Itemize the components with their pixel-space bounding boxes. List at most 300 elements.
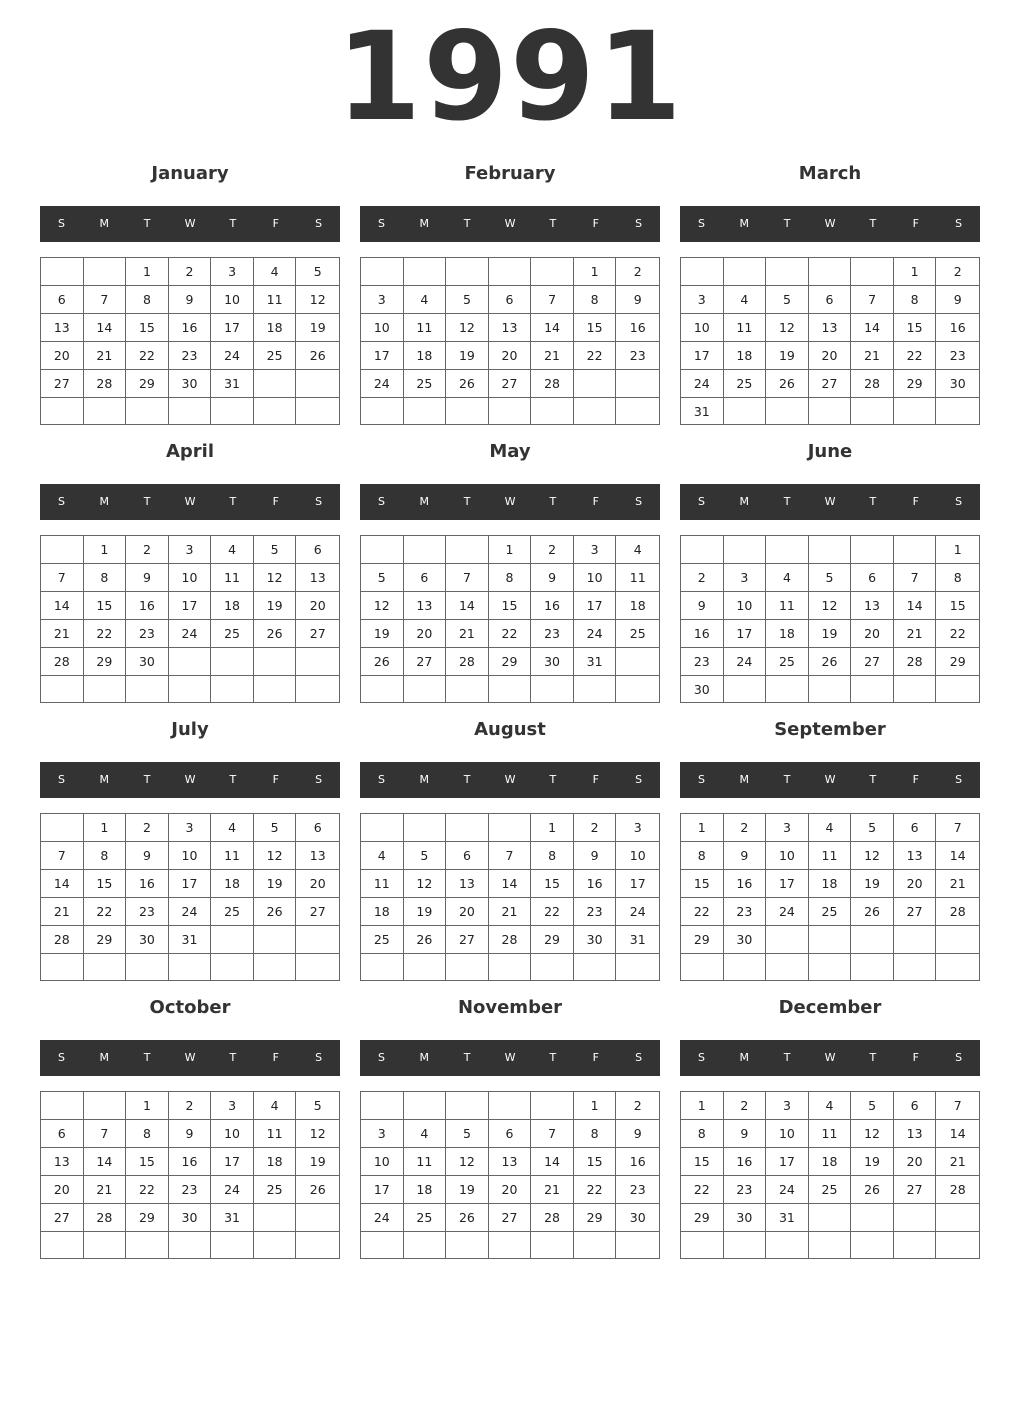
empty-cell <box>211 954 254 980</box>
day-cell: 15 <box>531 870 574 898</box>
month-september <box>680 716 980 986</box>
day-cell: 14 <box>851 314 894 342</box>
day-cell: 30 <box>169 370 212 398</box>
day-cell: 29 <box>681 926 724 954</box>
day-cell: 14 <box>446 592 489 620</box>
day-cell: 25 <box>404 1204 447 1232</box>
day-cell: 14 <box>489 870 532 898</box>
day-cell: 12 <box>296 286 339 314</box>
day-cell: 25 <box>254 342 297 370</box>
day-cell: 10 <box>766 842 809 870</box>
day-cell: 9 <box>169 286 212 314</box>
weekday-label: F <box>592 217 599 230</box>
day-cell: 16 <box>616 1148 659 1176</box>
day-cell: 31 <box>681 398 724 425</box>
empty-cell <box>361 1092 404 1120</box>
day-cell: 1 <box>531 814 574 842</box>
day-cell: 8 <box>84 842 127 870</box>
weekday-label: T <box>463 1051 471 1064</box>
weekday-label: W <box>184 495 196 508</box>
empty-cell <box>809 1232 852 1258</box>
day-grid <box>680 535 980 703</box>
day-cell: 4 <box>809 814 852 842</box>
day-cell: 20 <box>41 342 84 370</box>
day-cell: 6 <box>296 536 339 564</box>
empty-cell <box>894 1204 937 1232</box>
empty-cell <box>616 648 659 676</box>
day-cell: 7 <box>84 1120 127 1148</box>
day-cell: 22 <box>574 342 617 370</box>
day-cell: 23 <box>616 1176 659 1204</box>
month-name: December <box>778 997 882 1018</box>
day-cell: 21 <box>936 1148 979 1176</box>
empty-cell <box>936 676 979 703</box>
weekday-label: S <box>315 1051 323 1064</box>
day-cell: 15 <box>574 1148 617 1176</box>
empty-cell <box>404 954 447 980</box>
day-cell: 21 <box>84 1176 127 1204</box>
empty-cell <box>254 1232 297 1258</box>
weekday-label: S <box>955 495 963 508</box>
empty-cell <box>681 954 724 980</box>
day-grid <box>40 535 340 703</box>
weekday-label: W <box>504 217 516 230</box>
day-cell: 2 <box>126 814 169 842</box>
weekday-label: W <box>504 495 516 508</box>
month-july <box>40 716 340 986</box>
day-cell: 30 <box>126 648 169 676</box>
weekday-label: S <box>955 217 963 230</box>
empty-cell <box>404 258 447 286</box>
empty-cell <box>851 1232 894 1258</box>
day-cell: 28 <box>851 370 894 398</box>
day-cell: 14 <box>936 842 979 870</box>
day-cell: 5 <box>851 814 894 842</box>
day-cell: 14 <box>894 592 937 620</box>
empty-cell <box>851 926 894 954</box>
weekday-label: T <box>229 773 237 786</box>
empty-cell <box>361 676 404 702</box>
empty-cell <box>936 926 979 954</box>
empty-cell <box>851 676 894 703</box>
empty-cell <box>296 1204 339 1232</box>
day-cell: 22 <box>894 342 937 370</box>
weekday-label: T <box>869 1051 877 1064</box>
day-cell: 23 <box>169 342 212 370</box>
weekday-label: S <box>955 1051 963 1064</box>
day-cell: 22 <box>531 898 574 926</box>
empty-cell <box>296 926 339 954</box>
day-cell: 8 <box>681 1120 724 1148</box>
day-cell: 22 <box>936 620 979 648</box>
day-cell: 22 <box>574 1176 617 1204</box>
day-cell: 11 <box>361 870 404 898</box>
day-cell: 7 <box>936 1092 979 1120</box>
month-february <box>360 160 660 430</box>
weekday-label: T <box>783 217 791 230</box>
empty-cell <box>724 1232 767 1258</box>
day-cell: 9 <box>724 1120 767 1148</box>
day-cell: 10 <box>681 314 724 342</box>
day-cell: 9 <box>681 592 724 620</box>
day-cell: 13 <box>296 842 339 870</box>
day-cell: 25 <box>766 648 809 676</box>
day-cell: 16 <box>126 870 169 898</box>
day-cell: 25 <box>211 898 254 926</box>
day-cell: 30 <box>936 370 979 398</box>
empty-cell <box>616 370 659 398</box>
empty-cell <box>361 1232 404 1258</box>
day-cell: 25 <box>809 898 852 926</box>
empty-cell <box>41 676 84 702</box>
empty-cell <box>894 536 937 564</box>
empty-cell <box>489 1232 532 1258</box>
day-cell: 21 <box>894 620 937 648</box>
day-cell: 19 <box>766 342 809 370</box>
day-cell: 18 <box>404 1176 447 1204</box>
empty-cell <box>446 954 489 980</box>
day-cell: 28 <box>41 926 84 954</box>
empty-cell <box>766 676 809 703</box>
day-cell: 27 <box>851 648 894 676</box>
day-cell: 23 <box>724 898 767 926</box>
day-cell: 2 <box>574 814 617 842</box>
empty-cell <box>126 1232 169 1258</box>
day-cell: 7 <box>489 842 532 870</box>
day-cell: 19 <box>404 898 447 926</box>
empty-cell <box>126 676 169 702</box>
day-grid <box>680 257 980 425</box>
day-cell: 21 <box>531 342 574 370</box>
empty-cell <box>361 954 404 980</box>
weekday-header <box>680 484 980 520</box>
day-cell: 2 <box>616 1092 659 1120</box>
weekday-label: M <box>739 1051 750 1064</box>
day-cell: 24 <box>361 370 404 398</box>
day-cell: 7 <box>894 564 937 592</box>
day-cell: 22 <box>489 620 532 648</box>
empty-cell <box>936 1232 979 1258</box>
day-cell: 10 <box>211 1120 254 1148</box>
day-cell: 10 <box>169 564 212 592</box>
day-cell: 11 <box>766 592 809 620</box>
day-cell: 19 <box>809 620 852 648</box>
weekday-label: S <box>377 495 385 508</box>
month-march <box>680 160 980 430</box>
day-cell: 17 <box>169 870 212 898</box>
day-cell: 16 <box>531 592 574 620</box>
month-name: October <box>149 997 231 1018</box>
empty-cell <box>41 954 84 980</box>
day-cell: 1 <box>126 1092 169 1120</box>
day-cell: 21 <box>41 898 84 926</box>
day-cell: 13 <box>489 1148 532 1176</box>
weekday-label: W <box>184 217 196 230</box>
day-cell: 28 <box>41 648 84 676</box>
day-cell: 21 <box>41 620 84 648</box>
empty-cell <box>169 1232 212 1258</box>
day-cell: 27 <box>41 1204 84 1232</box>
day-cell: 8 <box>936 564 979 592</box>
day-cell: 17 <box>681 342 724 370</box>
day-cell: 1 <box>489 536 532 564</box>
day-cell: 5 <box>296 258 339 286</box>
day-cell: 6 <box>404 564 447 592</box>
day-cell: 6 <box>41 1120 84 1148</box>
empty-cell <box>894 954 937 980</box>
day-cell: 11 <box>404 314 447 342</box>
day-cell: 23 <box>126 898 169 926</box>
day-cell: 24 <box>616 898 659 926</box>
day-cell: 11 <box>211 842 254 870</box>
month-name: September <box>774 719 886 740</box>
day-cell: 29 <box>489 648 532 676</box>
day-cell: 15 <box>681 1148 724 1176</box>
day-cell: 4 <box>404 286 447 314</box>
day-cell: 13 <box>894 842 937 870</box>
empty-cell <box>489 258 532 286</box>
day-cell: 3 <box>211 258 254 286</box>
day-cell: 11 <box>404 1148 447 1176</box>
weekday-label: F <box>272 1051 279 1064</box>
day-cell: 14 <box>531 314 574 342</box>
day-cell: 3 <box>361 1120 404 1148</box>
empty-cell <box>851 258 894 286</box>
day-cell: 1 <box>681 1092 724 1120</box>
day-cell: 26 <box>851 1176 894 1204</box>
weekday-label: F <box>272 773 279 786</box>
day-cell: 2 <box>724 814 767 842</box>
day-cell: 12 <box>766 314 809 342</box>
day-cell: 25 <box>361 926 404 954</box>
weekday-label: F <box>272 217 279 230</box>
empty-cell <box>531 1092 574 1120</box>
day-cell: 20 <box>894 1148 937 1176</box>
empty-cell <box>894 926 937 954</box>
weekday-label: M <box>99 495 110 508</box>
empty-cell <box>894 676 937 703</box>
day-cell: 6 <box>446 842 489 870</box>
day-cell: 11 <box>616 564 659 592</box>
day-cell: 7 <box>84 286 127 314</box>
day-cell: 12 <box>361 592 404 620</box>
empty-cell <box>41 1092 84 1120</box>
empty-cell <box>681 536 724 564</box>
day-cell: 30 <box>724 1204 767 1232</box>
day-cell: 10 <box>361 1148 404 1176</box>
day-cell: 6 <box>41 286 84 314</box>
empty-cell <box>296 676 339 702</box>
day-cell: 15 <box>126 1148 169 1176</box>
day-cell: 28 <box>531 370 574 398</box>
day-cell: 2 <box>724 1092 767 1120</box>
day-cell: 12 <box>254 564 297 592</box>
empty-cell <box>169 648 212 676</box>
weekday-header <box>40 484 340 520</box>
day-cell: 27 <box>404 648 447 676</box>
day-cell: 14 <box>41 870 84 898</box>
empty-cell <box>84 676 127 702</box>
day-cell: 17 <box>169 592 212 620</box>
day-cell: 9 <box>936 286 979 314</box>
day-cell: 26 <box>446 370 489 398</box>
empty-cell <box>574 954 617 980</box>
day-cell: 2 <box>169 1092 212 1120</box>
day-cell: 14 <box>84 314 127 342</box>
weekday-label: T <box>869 495 877 508</box>
day-cell: 28 <box>446 648 489 676</box>
weekday-label: S <box>697 495 705 508</box>
empty-cell <box>254 1204 297 1232</box>
day-grid <box>40 813 340 981</box>
day-cell: 7 <box>41 564 84 592</box>
empty-cell <box>254 954 297 980</box>
month-may <box>360 438 660 708</box>
weekday-label: T <box>549 1051 557 1064</box>
empty-cell <box>894 1232 937 1258</box>
empty-cell <box>936 1204 979 1232</box>
day-cell: 13 <box>296 564 339 592</box>
day-grid <box>40 1091 340 1259</box>
day-cell: 5 <box>296 1092 339 1120</box>
day-cell: 8 <box>681 842 724 870</box>
day-cell: 14 <box>531 1148 574 1176</box>
day-cell: 29 <box>84 926 127 954</box>
day-cell: 17 <box>724 620 767 648</box>
month-october <box>40 994 340 1264</box>
day-cell: 28 <box>84 370 127 398</box>
weekday-label: M <box>739 773 750 786</box>
empty-cell <box>404 814 447 842</box>
day-cell: 15 <box>84 870 127 898</box>
weekday-label: W <box>184 773 196 786</box>
day-cell: 17 <box>574 592 617 620</box>
day-cell: 19 <box>254 592 297 620</box>
day-cell: 1 <box>84 536 127 564</box>
day-cell: 12 <box>404 870 447 898</box>
day-cell: 24 <box>574 620 617 648</box>
weekday-label: S <box>315 773 323 786</box>
empty-cell <box>211 1232 254 1258</box>
day-cell: 16 <box>616 314 659 342</box>
day-cell: 3 <box>169 536 212 564</box>
weekday-label: S <box>57 495 65 508</box>
empty-cell <box>851 398 894 425</box>
day-cell: 6 <box>894 814 937 842</box>
day-cell: 11 <box>809 842 852 870</box>
day-cell: 2 <box>531 536 574 564</box>
day-cell: 5 <box>254 536 297 564</box>
weekday-label: S <box>697 1051 705 1064</box>
day-cell: 29 <box>84 648 127 676</box>
day-cell: 7 <box>531 1120 574 1148</box>
day-cell: 31 <box>211 370 254 398</box>
day-cell: 22 <box>126 342 169 370</box>
weekday-header <box>40 762 340 798</box>
weekday-header <box>680 1040 980 1076</box>
empty-cell <box>169 954 212 980</box>
day-cell: 5 <box>809 564 852 592</box>
empty-cell <box>574 1232 617 1258</box>
empty-cell <box>41 536 84 564</box>
empty-cell <box>489 954 532 980</box>
day-cell: 24 <box>766 1176 809 1204</box>
empty-cell <box>531 676 574 702</box>
empty-cell <box>766 954 809 980</box>
empty-cell <box>766 926 809 954</box>
day-cell: 21 <box>851 342 894 370</box>
day-cell: 26 <box>296 1176 339 1204</box>
day-cell: 27 <box>489 370 532 398</box>
month-name: March <box>798 163 862 184</box>
weekday-label: S <box>57 773 65 786</box>
month-name: April <box>165 441 215 462</box>
day-cell: 21 <box>936 870 979 898</box>
empty-cell <box>681 1232 724 1258</box>
day-cell: 23 <box>616 342 659 370</box>
month-name: January <box>151 163 229 184</box>
day-cell: 22 <box>84 898 127 926</box>
day-cell: 27 <box>894 1176 937 1204</box>
day-cell: 27 <box>489 1204 532 1232</box>
empty-cell <box>489 1092 532 1120</box>
weekday-label: T <box>463 495 471 508</box>
day-cell: 31 <box>211 1204 254 1232</box>
day-cell: 13 <box>446 870 489 898</box>
day-cell: 23 <box>126 620 169 648</box>
day-cell: 14 <box>84 1148 127 1176</box>
day-cell: 30 <box>574 926 617 954</box>
empty-cell <box>531 258 574 286</box>
month-name: May <box>489 441 531 462</box>
empty-cell <box>254 676 297 702</box>
weekday-header <box>680 762 980 798</box>
day-cell: 20 <box>404 620 447 648</box>
day-cell: 19 <box>446 342 489 370</box>
day-cell: 18 <box>809 870 852 898</box>
empty-cell <box>254 926 297 954</box>
empty-cell <box>681 258 724 286</box>
weekday-label: T <box>143 1051 151 1064</box>
day-cell: 12 <box>254 842 297 870</box>
day-cell: 7 <box>41 842 84 870</box>
month-name: July <box>171 719 209 740</box>
empty-cell <box>724 536 767 564</box>
day-cell: 18 <box>211 870 254 898</box>
weekday-header <box>40 1040 340 1076</box>
empty-cell <box>809 258 852 286</box>
month-name: June <box>807 441 853 462</box>
empty-cell <box>809 954 852 980</box>
weekday-label: W <box>824 773 836 786</box>
day-cell: 26 <box>254 620 297 648</box>
empty-cell <box>446 258 489 286</box>
weekday-label: T <box>143 773 151 786</box>
empty-cell <box>84 954 127 980</box>
empty-cell <box>446 1092 489 1120</box>
day-cell: 8 <box>574 286 617 314</box>
day-cell: 28 <box>84 1204 127 1232</box>
month-name: November <box>457 997 563 1018</box>
day-cell: 7 <box>446 564 489 592</box>
empty-cell <box>296 398 339 424</box>
day-cell: 28 <box>936 1176 979 1204</box>
empty-cell <box>404 536 447 564</box>
day-cell: 23 <box>531 620 574 648</box>
day-cell: 23 <box>169 1176 212 1204</box>
day-cell: 23 <box>681 648 724 676</box>
weekday-label: T <box>869 773 877 786</box>
